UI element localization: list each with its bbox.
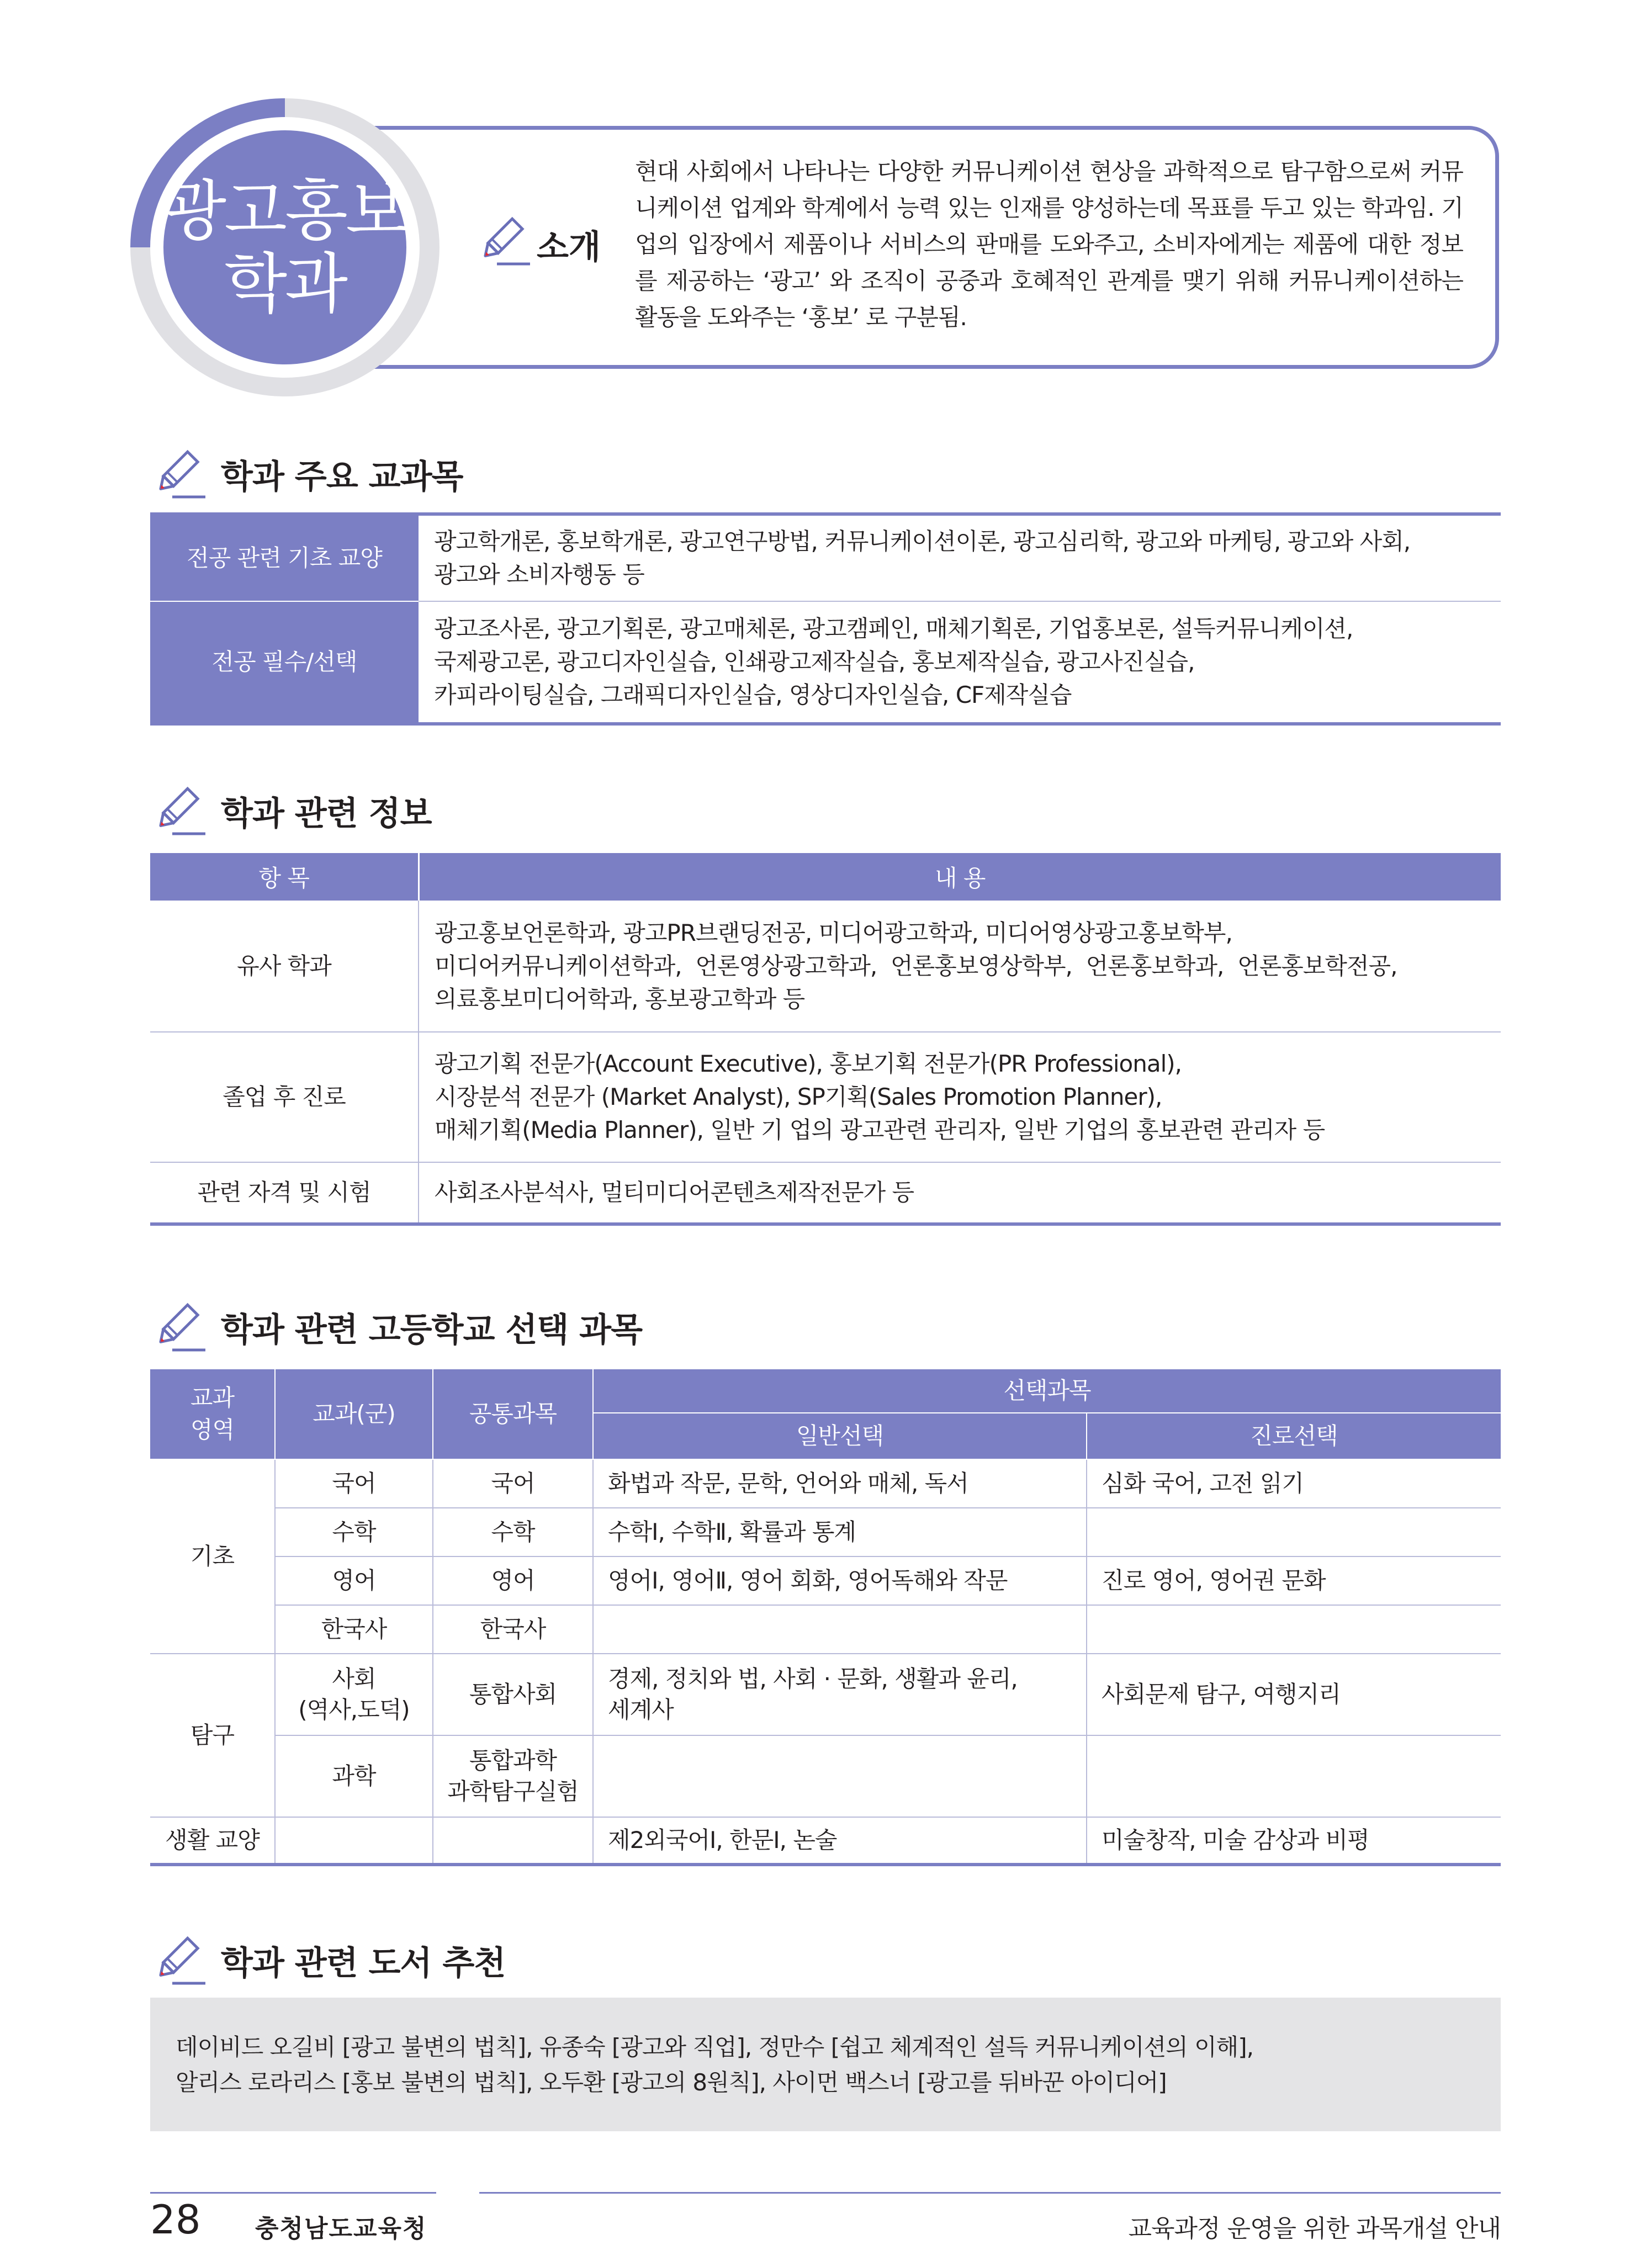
row-content — [419, 514, 1501, 601]
header-career: 진로선택 — [1087, 1413, 1501, 1459]
row-content — [419, 901, 1501, 1032]
career-cell — [1087, 1508, 1501, 1556]
career-cell: 심화 국어, 고전 읽기 — [1087, 1459, 1501, 1508]
general-cell — [593, 1735, 1087, 1817]
pencil-icon — [150, 779, 211, 839]
general-cell: 영어Ⅰ, 영어Ⅱ, 영어 회화, 영어독해와 작문 — [593, 1556, 1087, 1605]
header-item: 항 목 — [150, 853, 419, 901]
info-table — [150, 853, 1501, 1226]
pencil-icon — [475, 209, 536, 269]
hs-subjects-table — [150, 1368, 1501, 1866]
row-label: 유사 학과 — [150, 901, 419, 1032]
intro-label: 소개 — [537, 228, 601, 267]
table-header-row — [150, 853, 1501, 901]
header-general: 일반선택 — [593, 1413, 1087, 1459]
pencil-icon — [150, 1928, 211, 1989]
row-content — [419, 1032, 1501, 1162]
table-row — [150, 901, 1501, 1032]
table-row — [150, 1508, 1501, 1556]
table-row — [150, 1162, 1501, 1224]
footer-divider — [150, 2192, 436, 2194]
group-cell: 국어 — [275, 1459, 433, 1508]
dept-title-badge — [163, 130, 406, 364]
general-cell — [593, 1605, 1087, 1654]
pencil-icon — [150, 1295, 211, 1355]
page-number: 28 — [150, 2196, 201, 2243]
header-group: 교과(군) — [275, 1369, 433, 1459]
general-cell: 제2외국어Ⅰ, 한문Ⅰ, 논술 — [593, 1817, 1087, 1865]
header-area: 교과 영역 — [150, 1369, 275, 1459]
header-content: 내 용 — [419, 853, 1501, 901]
common-line: 과학탐구실험 — [447, 1778, 579, 1805]
courses-table — [150, 512, 1501, 726]
content-line: 광고홍보언론학과, 광고PR브랜딩전공, 미디어광고학과, 미디어영상광고홍보학부, — [435, 919, 1232, 946]
footer-org: 충청남도교육청 — [255, 2215, 427, 2243]
row-label: 관련 자격 및 시험 — [150, 1162, 419, 1224]
general-cell: 수학Ⅰ, 수학Ⅱ, 확률과 통계 — [593, 1508, 1087, 1556]
book-line: 데이비드 오길비 [광고 불변의 법칙], 유종숙 [광고와 직업], 정만수 [쉽고 체계적인 설득 커뮤니케이션의 이해], — [176, 2034, 1253, 2061]
header-elective: 선택과목 — [593, 1369, 1501, 1413]
group-cell: 과학 — [275, 1735, 433, 1817]
dept-title-line1: 광고홍보 — [163, 173, 406, 249]
common-cell — [433, 1817, 593, 1865]
row-label: 졸업 후 진로 — [150, 1032, 419, 1162]
area-cell: 생활 교양 — [150, 1817, 275, 1865]
group-cell: 한국사 — [275, 1605, 433, 1654]
career-cell — [1087, 1605, 1501, 1654]
content-line: 의료홍보미디어학과, 홍보광고학과 등 — [435, 985, 805, 1013]
footer-divider — [479, 2192, 1501, 2194]
content-line: 광고학개론, 홍보학개론, 광고연구방법, 커뮤니케이션이론, 광고심리학, 광고와 마케팅, 광고와 사회, — [434, 528, 1411, 555]
content-line: 매체기획(Media Planner), 일반 기 업의 광고관련 관리자, 일반 기업의 홍보관련 관리자 등 — [435, 1116, 1325, 1143]
career-cell: 진로 영어, 영어권 문화 — [1087, 1556, 1501, 1605]
common-cell: 한국사 — [433, 1605, 593, 1654]
common-cell: 영어 — [433, 1556, 593, 1605]
content-line: 광고기획 전문가(Account Executive), 홍보기획 전문가(PR Professional), — [435, 1050, 1182, 1077]
row-content — [419, 1162, 1501, 1224]
table-row — [150, 1735, 1501, 1817]
section-title: 학과 주요 교과목 — [221, 458, 463, 496]
common-cell: 통합사회 — [433, 1654, 593, 1735]
group-line: (역사,도덕) — [298, 1696, 410, 1723]
general-cell: 화법과 작문, 문학, 언어와 매체, 독서 — [593, 1459, 1087, 1508]
common-cell — [433, 1735, 593, 1817]
row-content — [419, 601, 1501, 724]
group-line: 사회 — [332, 1665, 376, 1692]
table-row — [150, 1459, 1501, 1508]
pencil-icon — [150, 442, 211, 502]
content-line: 시장분석 전문가 (Market Analyst), SP기획(Sales Promotion Planner), — [435, 1083, 1162, 1110]
content-line: 사회조사분석사, 멀티미디어콘텐츠제작전문가 등 — [435, 1179, 914, 1206]
content-line: 미디어커뮤니케이션학과, 언론영상광고학과, 언론홍보영상학부, 언론홍보학과, 언론홍보학전공, — [435, 952, 1397, 979]
content-line: 광고조사론, 광고기획론, 광고매체론, 광고캠페인, 매체기획론, 기업홍보론, 설득커뮤니케이션, — [434, 615, 1353, 642]
group-cell — [275, 1654, 433, 1735]
content-line: 국제광고론, 광고디자인실습, 인쇄광고제작실습, 홍보제작실습, 광고사진실습, — [434, 648, 1195, 675]
group-cell: 영어 — [275, 1556, 433, 1605]
footer-guide-title: 교육과정 운영을 위한 과목개설 안내 — [1128, 2215, 1501, 2243]
table-row — [150, 1032, 1501, 1162]
section-title: 학과 관련 도서 추천 — [221, 1944, 506, 1983]
group-cell: 수학 — [275, 1508, 433, 1556]
row-label: 전공 관련 기초 교양 — [150, 514, 419, 601]
row-label: 전공 필수/선택 — [150, 601, 419, 724]
area-cell: 탐구 — [150, 1654, 275, 1817]
header-common: 공통과목 — [433, 1369, 593, 1459]
career-cell: 미술창작, 미술 감상과 비평 — [1087, 1817, 1501, 1865]
career-cell: 사회문제 탐구, 여행지리 — [1087, 1654, 1501, 1735]
table-row — [150, 514, 1501, 601]
content-line: 광고와 소비자행동 등 — [434, 561, 644, 588]
section-title: 학과 관련 고등학교 선택 과목 — [221, 1311, 643, 1349]
group-cell — [275, 1817, 433, 1865]
general-line: 경제, 정치와 법, 사회 · 문화, 생활과 윤리, — [608, 1665, 1018, 1692]
common-cell: 수학 — [433, 1508, 593, 1556]
table-row — [150, 1556, 1501, 1605]
table-row — [150, 1654, 1501, 1735]
general-cell — [593, 1654, 1087, 1735]
content-line: 카피라이팅실습, 그래픽디자인실습, 영상디자인실습, CF제작실습 — [434, 681, 1072, 708]
general-line: 세계사 — [608, 1696, 674, 1723]
common-line: 통합과학 — [469, 1747, 557, 1774]
career-cell — [1087, 1735, 1501, 1817]
table-row — [150, 601, 1501, 724]
book-recommendations — [150, 1998, 1501, 2131]
table-row — [150, 1605, 1501, 1654]
section-title: 학과 관련 정보 — [221, 795, 432, 833]
area-cell: 기초 — [150, 1459, 275, 1654]
table-header-row — [150, 1369, 1501, 1413]
table-row — [150, 1817, 1501, 1865]
book-line: 알리스 로라리스 [홍보 불변의 법칙], 오두환 [광고의 8원칙], 사이먼 백스너 [광고를 뒤바꾼 아이디어] — [176, 2069, 1167, 2096]
dept-title-line2: 학과 — [224, 246, 346, 322]
intro-text: 현대 사회에서 나타나는 다양한 커뮤니케이션 현상을 과학적으로 탐구함으로써 커뮤니케이션 업계와 학계에서 능력 있는 인재를 양성하는데 목표를 두고 있는 학과임. 기업의 입장에서 제품이나 서비스의 판매를 도와주고, 소비자에게는 제품에 대한 정보를 제공하는 ‘광고’ 와 조직이 공중과 호혜적인 관계를 맺기 위해 커뮤니케이션하는 활동을 도와주는 ‘홍보’ 로 구분됨. — [635, 158, 1463, 331]
common-cell: 국어 — [433, 1459, 593, 1508]
